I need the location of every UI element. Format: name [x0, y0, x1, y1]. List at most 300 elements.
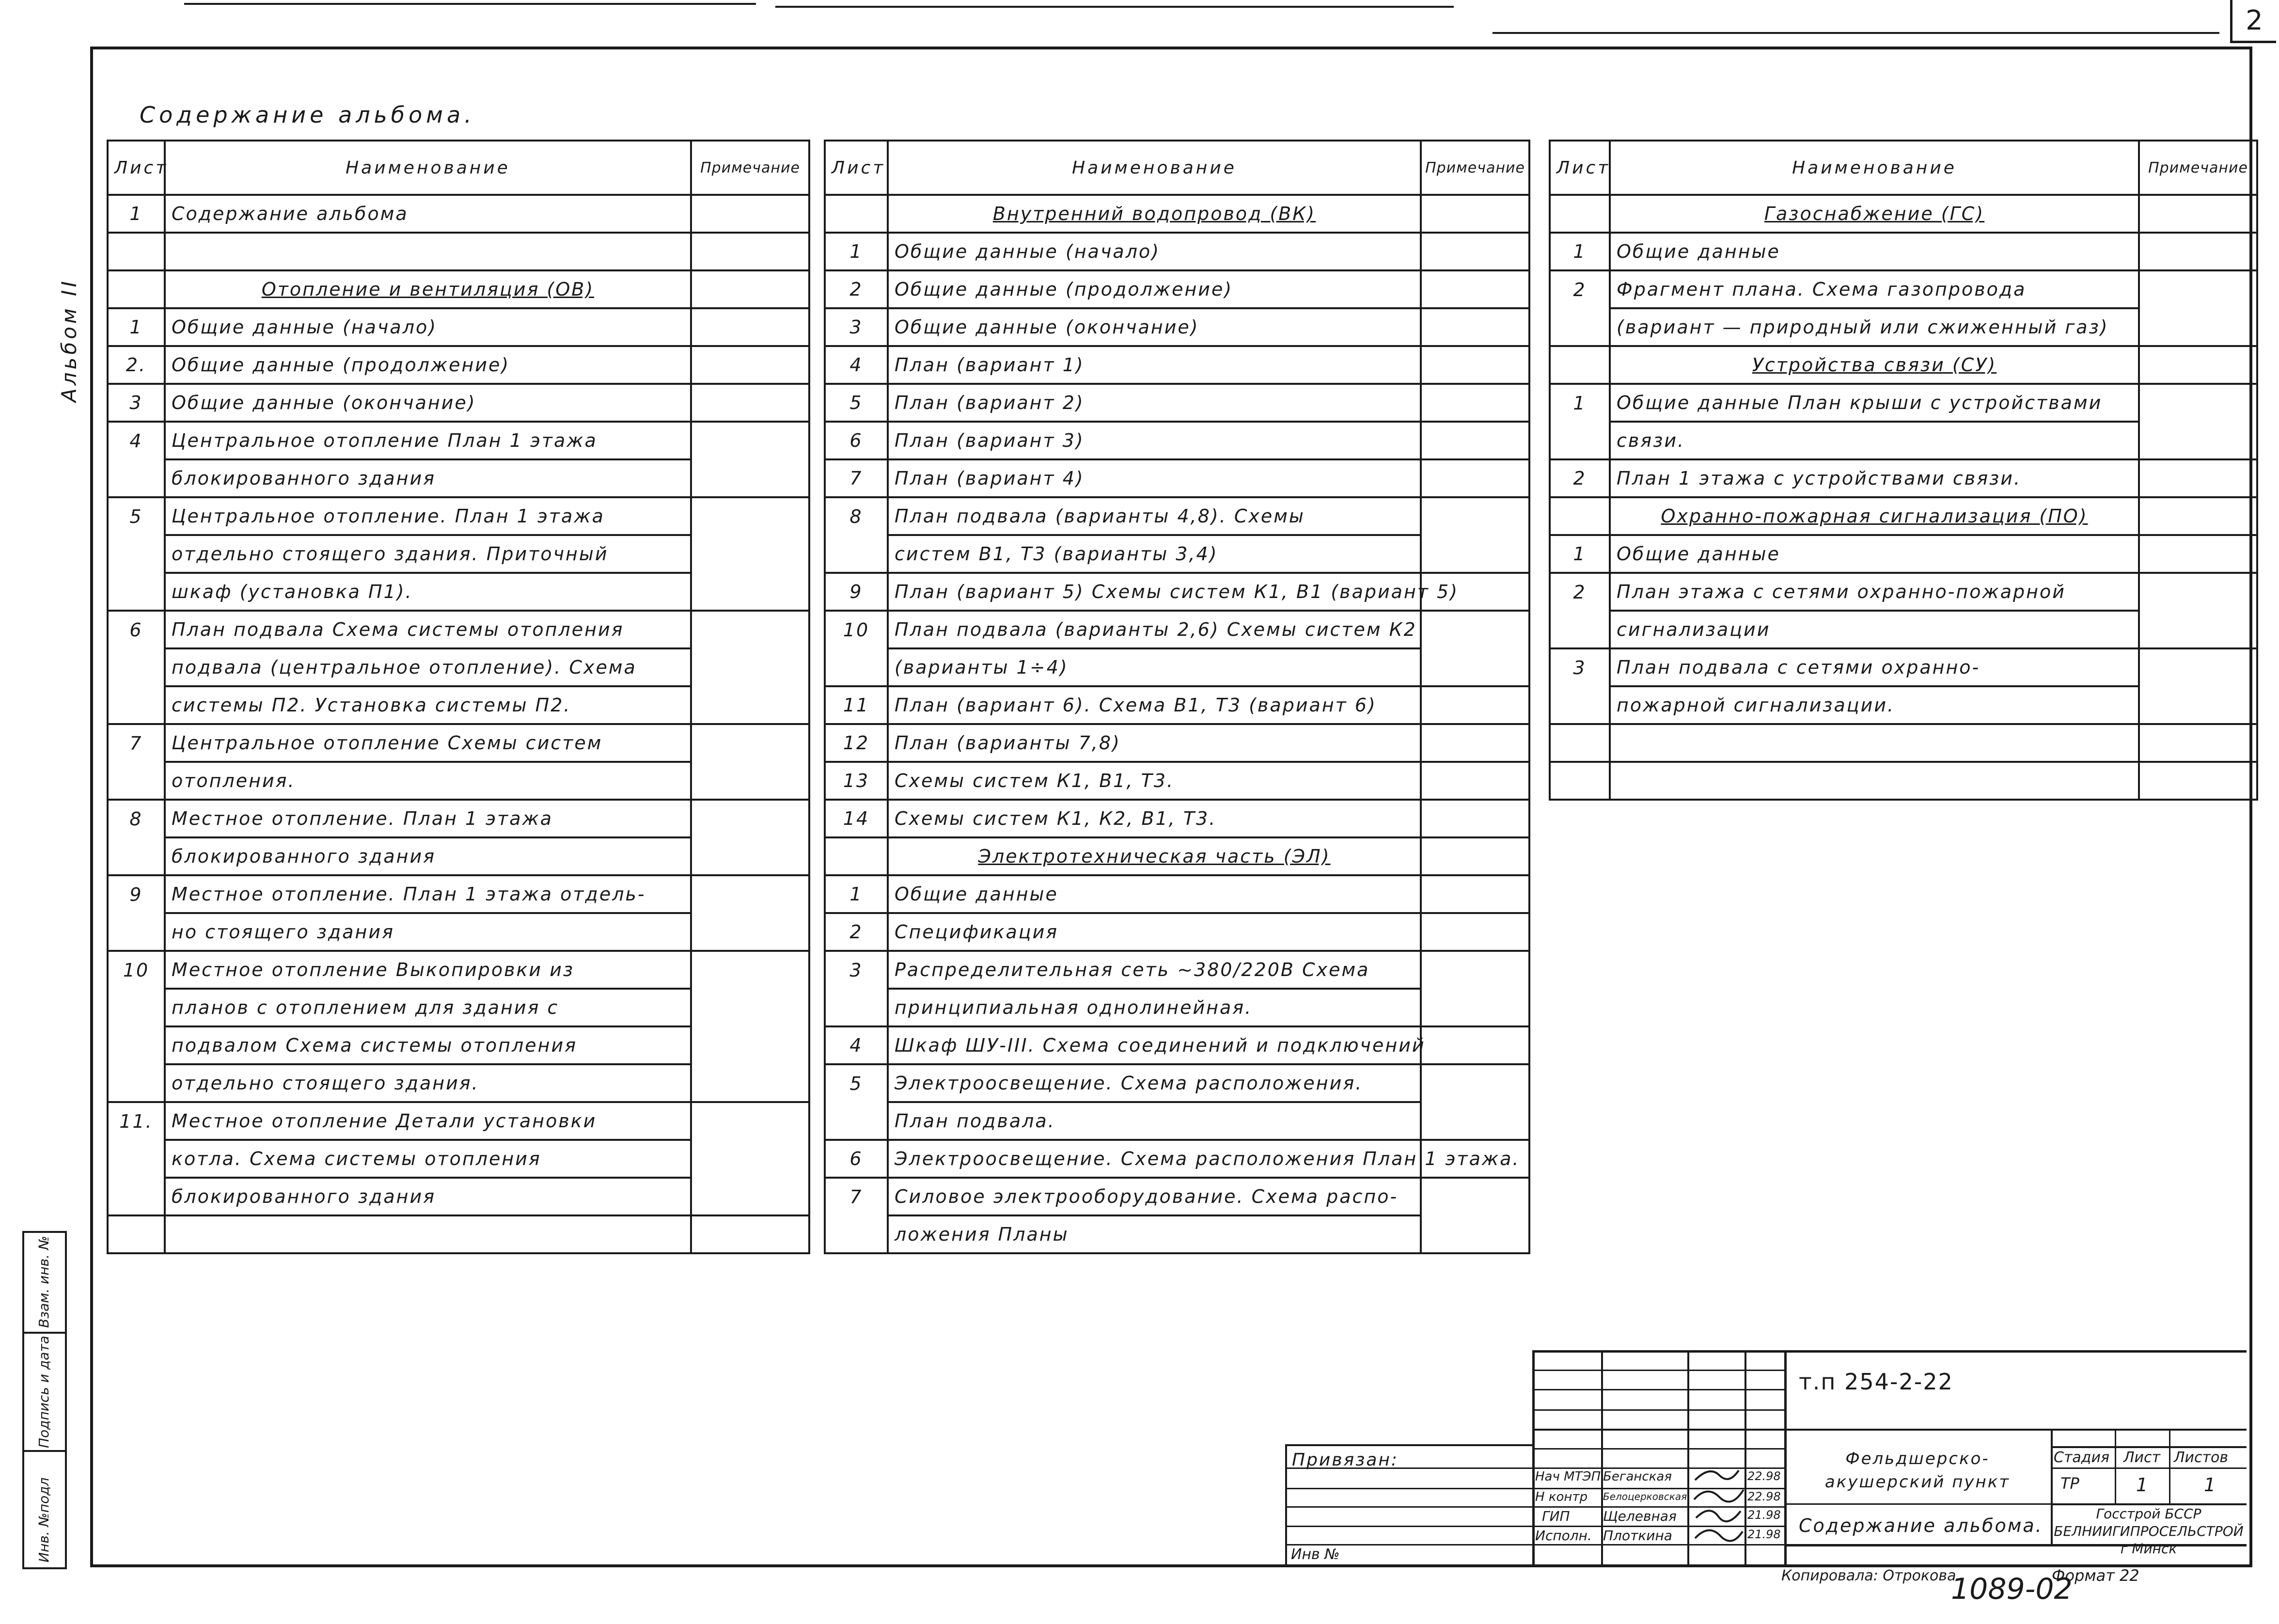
- sheet-number-cell: 1: [1550, 535, 1610, 573]
- person-date: 21.98: [1747, 1508, 1781, 1522]
- table-row: [108, 233, 809, 270]
- sheet-number-cell: [108, 459, 165, 497]
- side-label-signature: Подпись и дата: [36, 1336, 52, 1448]
- item-name-cell: План 1 этажа с устройствами связи.: [1610, 459, 2139, 497]
- sheet-number-cell: 11: [825, 686, 888, 724]
- note-cell: [2139, 497, 2257, 535]
- section-title: Газоснабжение (ГС): [1610, 195, 2139, 233]
- note-cell: [1421, 346, 1529, 384]
- table-row: [825, 535, 1529, 573]
- sheet-number-cell: [1550, 195, 1610, 233]
- note-cell: [691, 308, 809, 346]
- table-row: [108, 800, 809, 837]
- sheet-number-cell: [1550, 308, 1610, 346]
- signature-marks: [1690, 1461, 1748, 1548]
- item-name-cell: План (вариант 5) Схемы систем К1, В1 (вариант 5): [888, 573, 1421, 611]
- sheet-number-cell: 1: [1550, 384, 1610, 422]
- side-label-inv: Инв. №подл: [36, 1477, 52, 1562]
- sheet-number-cell: 10: [108, 951, 165, 989]
- note-cell: [2139, 346, 2257, 384]
- table-row: [1550, 535, 2257, 573]
- sheet-number-cell: 2: [1550, 459, 1610, 497]
- table-row: [108, 686, 809, 724]
- table-row: [1550, 308, 2257, 346]
- table-row: [1550, 686, 2257, 724]
- note-cell: [1421, 270, 1529, 308]
- table-row: [108, 459, 809, 497]
- header-note: Примечание: [2139, 141, 2257, 195]
- sheet-number-cell: [825, 195, 888, 233]
- note-cell: [691, 989, 809, 1026]
- sheet-number-cell: 6: [825, 1140, 888, 1178]
- note-cell: [2139, 611, 2257, 648]
- table-row: [825, 346, 1529, 384]
- note-cell: [1421, 837, 1529, 875]
- table-row: [825, 611, 1529, 648]
- note-cell: [691, 535, 809, 573]
- sheet-number-cell: 7: [825, 459, 888, 497]
- sheet-number-cell: 5: [825, 1064, 888, 1102]
- note-cell: [691, 1140, 809, 1178]
- sheet-number-cell: 3: [1550, 648, 1610, 686]
- table-row: [1550, 422, 2257, 459]
- note-cell: [1421, 800, 1529, 837]
- item-name-cell: подвалом Схема системы отопления: [165, 1026, 691, 1064]
- note-cell: [691, 346, 809, 384]
- note-cell: [691, 195, 809, 233]
- sheet-label: Лист: [2123, 1449, 2161, 1466]
- item-name-cell: Электроосвещение. Схема расположения.: [888, 1064, 1421, 1102]
- section-row: [1550, 497, 2257, 535]
- item-name-cell: [1610, 724, 2139, 762]
- item-name-cell: Центральное отопление Схемы систем: [165, 724, 691, 762]
- note-cell: [1421, 1215, 1529, 1253]
- note-cell: [2139, 233, 2257, 270]
- table-row: [825, 573, 1529, 611]
- item-name-cell: отопления.: [165, 762, 691, 800]
- note-cell: [691, 422, 809, 459]
- item-name-cell: сигнализации: [1610, 611, 2139, 648]
- sheet-number-cell: [108, 270, 165, 308]
- sheet-number-cell: 7: [108, 724, 165, 762]
- table-row: [825, 800, 1529, 837]
- item-name-cell: Местное отопление. План 1 этажа отдель-: [165, 875, 691, 913]
- note-cell: [1421, 989, 1529, 1026]
- note-cell: [2139, 195, 2257, 233]
- sheet-number-cell: 14: [825, 800, 888, 837]
- note-cell: [691, 384, 809, 422]
- item-name-cell: планов с отоплением для здания с: [165, 989, 691, 1026]
- item-name-cell: системы П2. Установка системы П2.: [165, 686, 691, 724]
- item-name-cell: Общие данные (продолжение): [888, 270, 1421, 308]
- note-cell: [1421, 1178, 1529, 1215]
- sheet-number-cell: 12: [825, 724, 888, 762]
- sheets-label: Листов: [2174, 1449, 2229, 1466]
- item-name-cell: Местное отопление. План 1 этажа: [165, 800, 691, 837]
- item-name-cell: котла. Схема системы отопления: [165, 1140, 691, 1178]
- note-cell: [1421, 913, 1529, 951]
- item-name-cell: План (вариант 2): [888, 384, 1421, 422]
- note-cell: [1421, 384, 1529, 422]
- person-date: 21.98: [1747, 1528, 1781, 1541]
- note-cell: [1421, 648, 1529, 686]
- contents-title: Содержание альбома.: [140, 102, 475, 128]
- item-name-cell: Общие данные: [1610, 535, 2139, 573]
- sheets-value: 1: [2204, 1474, 2216, 1496]
- item-name-cell: Общие данные (окончание): [888, 308, 1421, 346]
- note-cell: [1421, 497, 1529, 535]
- table-row: [108, 535, 809, 573]
- item-name-cell: связи.: [1610, 422, 2139, 459]
- sheet-number-cell: 1: [825, 233, 888, 270]
- sheet-number-cell: [1550, 497, 1610, 535]
- item-name-cell: Общие данные (начало): [165, 308, 691, 346]
- item-name-cell: (варианты 1÷4): [888, 648, 1421, 686]
- sheet-number-cell: [825, 837, 888, 875]
- item-name-cell: Силовое электрооборудование. Схема распо-: [888, 1178, 1421, 1215]
- item-name-cell: блокированного здания: [165, 1178, 691, 1215]
- note-cell: [1421, 762, 1529, 800]
- item-name-cell: Центральное отопление План 1 этажа: [165, 422, 691, 459]
- sheet-number-cell: 2: [1550, 573, 1610, 611]
- note-cell: [691, 800, 809, 837]
- header-note: Примечание: [1421, 141, 1529, 195]
- item-name-cell: План подвала с сетями охранно-: [1610, 648, 2139, 686]
- note-cell: [1421, 1102, 1529, 1140]
- sheet-number-cell: [1550, 686, 1610, 724]
- sheet-number-cell: 2: [825, 913, 888, 951]
- table-row: [108, 195, 809, 233]
- section-row: [825, 837, 1529, 875]
- contents-table-2: [824, 140, 1530, 1254]
- note-cell: [1421, 459, 1529, 497]
- sheet-number-cell: [1550, 762, 1610, 800]
- side-cell: [24, 1334, 65, 1452]
- sheet-number-cell: [825, 648, 888, 686]
- note-cell: [1421, 422, 1529, 459]
- sheet-number-cell: [825, 535, 888, 573]
- note-cell: [2139, 270, 2257, 308]
- item-name-cell: План (вариант 6). Схема В1, Т3 (вариант 6): [888, 686, 1421, 724]
- table-row: [1550, 459, 2257, 497]
- item-name-cell: План подвала (варианты 2,6) Схемы систем К2: [888, 611, 1421, 648]
- table-row: [108, 724, 809, 762]
- drawing-code: 1089-02: [1951, 1572, 2073, 1606]
- item-name-cell: шкаф (установка П1).: [165, 573, 691, 611]
- sheet-number-cell: [108, 686, 165, 724]
- table-row: [108, 1178, 809, 1215]
- table-row: [825, 1102, 1529, 1140]
- table-row: [825, 497, 1529, 535]
- item-name-cell: отдельно стоящего здания. Приточный: [165, 535, 691, 573]
- table-row: [825, 686, 1529, 724]
- note-cell: [1421, 611, 1529, 648]
- person-role: Исполн.: [1535, 1528, 1592, 1544]
- note-cell: [691, 1178, 809, 1215]
- section-row: [108, 270, 809, 308]
- sheet-number-cell: [825, 1102, 888, 1140]
- note-cell: [1421, 1064, 1529, 1102]
- item-name-cell: Схемы систем К1, В1, Т3.: [888, 762, 1421, 800]
- sheet-number-cell: 11.: [108, 1102, 165, 1140]
- sheet-number-cell: [825, 989, 888, 1026]
- note-cell: [691, 724, 809, 762]
- sheet-number-cell: [108, 1215, 165, 1253]
- note-cell: [691, 875, 809, 913]
- item-name-cell: (вариант — природный или сжиженный газ): [1610, 308, 2139, 346]
- table-row: [108, 1064, 809, 1102]
- sheet-number-cell: 13: [825, 762, 888, 800]
- item-name-cell: [165, 1215, 691, 1253]
- note-cell: [2139, 308, 2257, 346]
- person-role: ГИП: [1542, 1508, 1570, 1524]
- table-row: [825, 648, 1529, 686]
- table-row: [1550, 573, 2257, 611]
- note-cell: [1421, 951, 1529, 989]
- item-name-cell: Местное отопление Выкопировки из: [165, 951, 691, 989]
- table-row: [108, 913, 809, 951]
- item-name-cell: Схемы систем К1, К2, В1, Т3.: [888, 800, 1421, 837]
- note-cell: [2139, 535, 2257, 573]
- sheet-number-cell: [108, 989, 165, 1026]
- sheet-number-cell: [1550, 346, 1610, 384]
- sheet-number-cell: 7: [825, 1178, 888, 1215]
- sheet-number-cell: [108, 837, 165, 875]
- table-row: [1550, 762, 2257, 800]
- album-label: Альбом II: [57, 278, 81, 402]
- item-name-cell: Общие данные (начало): [888, 233, 1421, 270]
- section-title: Внутренний водопровод (ВК): [888, 195, 1421, 233]
- table-row: [825, 913, 1529, 951]
- item-name-cell: План этажа с сетями охранно-пожарной: [1610, 573, 2139, 611]
- note-cell: [2139, 573, 2257, 611]
- person-role: Н контр: [1535, 1490, 1588, 1504]
- table-row: [825, 1026, 1529, 1064]
- title-block: [1285, 1350, 2247, 1564]
- item-name-cell: систем В1, Т3 (варианты 3,4): [888, 535, 1421, 573]
- note-cell: [691, 270, 809, 308]
- sheet-number-cell: 2: [1550, 270, 1610, 308]
- table-row: [1550, 611, 2257, 648]
- table-row: [825, 1178, 1529, 1215]
- person-name: Плоткина: [1603, 1528, 1672, 1544]
- note-cell: [691, 686, 809, 724]
- project-code: т.п 254-2-22: [1799, 1369, 1953, 1395]
- table-row: [1550, 384, 2257, 422]
- sheet-number-cell: 1: [1550, 233, 1610, 270]
- sheet-number-cell: 2: [825, 270, 888, 308]
- sheet-format: Формат 22: [2052, 1566, 2139, 1585]
- stage-value: ТР: [2060, 1474, 2079, 1493]
- object-name: Фельдшерско-акушерский пункт: [1824, 1449, 2011, 1492]
- section-title: Охранно-пожарная сигнализация (ПО): [1610, 497, 2139, 535]
- note-cell: [1421, 1026, 1529, 1064]
- header-sheet: Лист: [108, 141, 165, 195]
- table-row: [825, 1064, 1529, 1102]
- sheet-number-cell: 3: [825, 308, 888, 346]
- note-cell: [2139, 648, 2257, 686]
- sheet-number-cell: [108, 648, 165, 686]
- table-row: [1550, 648, 2257, 686]
- sheet-number-cell: 4: [108, 422, 165, 459]
- approval-side-box: [22, 1231, 67, 1569]
- header-name: Наименование: [165, 141, 691, 195]
- section-title: Электротехническая часть (ЭЛ): [888, 837, 1421, 875]
- sheet-value: 1: [2136, 1474, 2148, 1496]
- side-cell: [24, 1452, 65, 1565]
- sheet-number-cell: 9: [108, 875, 165, 913]
- note-cell: [1421, 535, 1529, 573]
- sheet-number-cell: 9: [825, 573, 888, 611]
- table-row: [108, 1215, 809, 1253]
- table-row: [825, 270, 1529, 308]
- table-row: [108, 346, 809, 384]
- sheet-number-cell: [108, 1026, 165, 1064]
- sheet-number-cell: 4: [825, 346, 888, 384]
- header-sheet: Лист: [825, 141, 888, 195]
- section-row: [1550, 346, 2257, 384]
- table-row: [108, 1140, 809, 1178]
- item-name-cell: [165, 233, 691, 270]
- note-cell: [1421, 686, 1529, 724]
- table-row: [108, 422, 809, 459]
- item-name-cell: Общие данные План крыши с устройствами: [1610, 384, 2139, 422]
- sheet-number-cell: [1550, 422, 1610, 459]
- table-row: [108, 989, 809, 1026]
- sheet-number-cell: 3: [108, 384, 165, 422]
- sheet-number-cell: [108, 913, 165, 951]
- item-name-cell: пожарной сигнализации.: [1610, 686, 2139, 724]
- item-name-cell: Распределительная сеть ~380/220В Схема: [888, 951, 1421, 989]
- note-cell: [2139, 724, 2257, 762]
- note-cell: [691, 1102, 809, 1140]
- bound-label: Привязан:: [1292, 1450, 1399, 1470]
- sheet-number-cell: 1: [108, 308, 165, 346]
- note-cell: [691, 233, 809, 270]
- item-name-cell: Спецификация: [888, 913, 1421, 951]
- table-row: [108, 875, 809, 913]
- sheet-number-cell: 8: [825, 497, 888, 535]
- header-sheet: Лист: [1550, 141, 1610, 195]
- table-row: [108, 573, 809, 611]
- note-cell: [1421, 233, 1529, 270]
- header-note: Примечание: [691, 141, 809, 195]
- sheet-number-cell: 4: [825, 1026, 888, 1064]
- sheet-number-cell: [108, 233, 165, 270]
- table-row: [108, 1102, 809, 1140]
- item-name-cell: План подвала Схема системы отопления: [165, 611, 691, 648]
- item-name-cell: Общие данные (окончание): [165, 384, 691, 422]
- contents-table-3: [1549, 140, 2258, 801]
- note-cell: [1421, 724, 1529, 762]
- table-row: [1550, 724, 2257, 762]
- note-cell: [2139, 384, 2257, 422]
- note-cell: [1421, 195, 1529, 233]
- item-name-cell: План подвала.: [888, 1102, 1421, 1140]
- header-name: Наименование: [888, 141, 1421, 195]
- section-title: Устройства связи (СУ): [1610, 346, 2139, 384]
- note-cell: [691, 573, 809, 611]
- person-name: Белоцерковская: [1603, 1491, 1687, 1502]
- sheet-number-cell: 8: [108, 800, 165, 837]
- section-row: [1550, 195, 2257, 233]
- note-cell: [691, 459, 809, 497]
- sheet-number-cell: 1: [108, 195, 165, 233]
- table-row: [825, 1215, 1529, 1253]
- table-row: [825, 724, 1529, 762]
- sheet-number-cell: [1550, 724, 1610, 762]
- note-cell: [691, 497, 809, 535]
- sheet-number-cell: 1: [825, 875, 888, 913]
- sheet-number-cell: 10: [825, 611, 888, 648]
- side-label-replace: Взам. инв. №: [36, 1235, 52, 1328]
- person-name: Щелевная: [1603, 1508, 1677, 1524]
- table-row: [825, 459, 1529, 497]
- note-cell: [2139, 422, 2257, 459]
- item-name-cell: Общие данные (продолжение): [165, 346, 691, 384]
- sheet-number-cell: [108, 573, 165, 611]
- note-cell: [1421, 875, 1529, 913]
- table-row: [108, 837, 809, 875]
- organization: Госстрой БССР БЕЛНИИГИПРОСЕЛЬСТРОЙ г Минск: [2054, 1506, 2244, 1557]
- note-cell: [691, 1026, 809, 1064]
- sheet-number-cell: [108, 1178, 165, 1215]
- sheet-number-cell: [108, 535, 165, 573]
- item-name-cell: Местное отопление Детали установки: [165, 1102, 691, 1140]
- header-name: Наименование: [1610, 141, 2139, 195]
- table-row: [108, 648, 809, 686]
- item-name-cell: План (вариант 4): [888, 459, 1421, 497]
- item-name-cell: Фрагмент плана. Схема газопровода: [1610, 270, 2139, 308]
- sheet-number: 2: [2230, 0, 2276, 43]
- item-name-cell: отдельно стоящего здания.: [165, 1064, 691, 1102]
- inv-label: Инв №: [1291, 1546, 1340, 1563]
- note-cell: [691, 913, 809, 951]
- table-row: [825, 422, 1529, 459]
- sheet-number-cell: [108, 1140, 165, 1178]
- item-name-cell: Общие данные: [1610, 233, 2139, 270]
- person-name: Беганская: [1603, 1469, 1672, 1484]
- note-cell: [691, 1215, 809, 1253]
- sheet-number-cell: [1550, 611, 1610, 648]
- note-cell: [691, 1064, 809, 1102]
- item-name-cell: принципиальная однолинейная.: [888, 989, 1421, 1026]
- table-row: [108, 308, 809, 346]
- top-border-line: [184, 3, 756, 5]
- table-row: [825, 762, 1529, 800]
- section-title: Отопление и вентиляция (ОВ): [165, 270, 691, 308]
- note-cell: [691, 611, 809, 648]
- person-date: 22.98: [1747, 1469, 1781, 1483]
- sheet-number-cell: 2.: [108, 346, 165, 384]
- sheet-number-cell: [825, 1215, 888, 1253]
- item-name-cell: блокированного здания: [165, 837, 691, 875]
- side-cell: [24, 1233, 65, 1334]
- item-name-cell: План (варианты 7,8): [888, 724, 1421, 762]
- note-cell: [691, 648, 809, 686]
- stage-label: Стадия: [2054, 1449, 2110, 1466]
- note-cell: [691, 951, 809, 989]
- item-name-cell: Содержание альбома: [165, 195, 691, 233]
- copied-by: Копировала: Отрокова: [1781, 1567, 1956, 1584]
- table-row: [108, 1026, 809, 1064]
- item-name-cell: Центральное отопление. План 1 этажа: [165, 497, 691, 535]
- section-row: [825, 195, 1529, 233]
- item-name-cell: План подвала (варианты 4,8). Схемы: [888, 497, 1421, 535]
- note-cell: [2139, 459, 2257, 497]
- sheet-number-cell: 5: [825, 384, 888, 422]
- sheet-number-cell: 6: [108, 611, 165, 648]
